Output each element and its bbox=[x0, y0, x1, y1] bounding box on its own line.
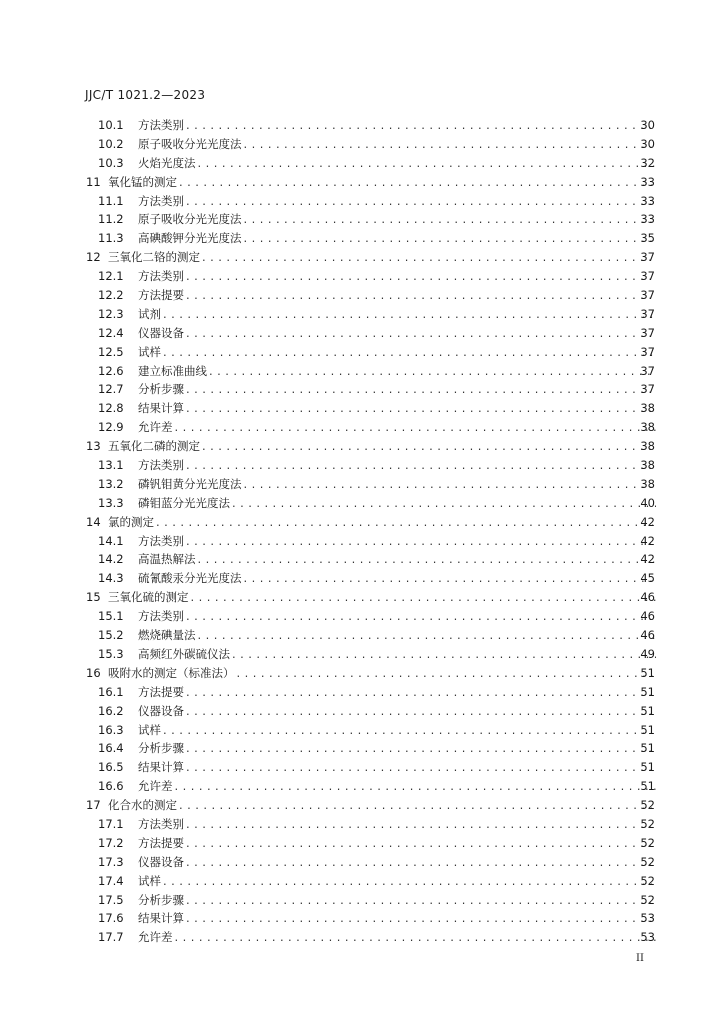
toc-dot-leader bbox=[198, 154, 657, 173]
toc-entry-page: 51 bbox=[640, 665, 655, 680]
toc-entry-page: 42 bbox=[640, 533, 655, 548]
toc-section-entry[interactable] bbox=[0, 626, 724, 645]
toc-entry-title: 高温热解法 bbox=[138, 552, 196, 567]
toc-entry-page: 37 bbox=[640, 269, 655, 284]
toc-entry-number: 16.1 bbox=[98, 684, 124, 699]
toc-entry-number: 17.2 bbox=[98, 835, 124, 850]
toc-section-entry[interactable] bbox=[0, 229, 724, 248]
toc-dot-leader bbox=[232, 645, 656, 664]
toc-entry-number: 17.3 bbox=[98, 854, 124, 869]
toc-entry-number: 12.4 bbox=[98, 325, 124, 340]
toc-entry-number: 16.2 bbox=[98, 703, 124, 718]
toc-entry-page: 51 bbox=[640, 760, 655, 775]
toc-entry-page: 45 bbox=[640, 571, 655, 586]
toc-dot-leader bbox=[191, 588, 657, 607]
toc-chapter-entry[interactable] bbox=[0, 664, 724, 683]
toc-entry-body bbox=[98, 569, 656, 588]
toc-entry-page: 51 bbox=[640, 703, 655, 718]
toc-entry-body bbox=[86, 513, 656, 532]
toc-entry-body bbox=[86, 437, 656, 456]
toc-entry-title: 允许差 bbox=[138, 779, 173, 794]
toc-entry-title: 允许差 bbox=[138, 930, 173, 945]
toc-dot-leader bbox=[232, 494, 656, 513]
toc-entry-title: 仪器设备 bbox=[138, 325, 184, 340]
toc-entry-page: 42 bbox=[640, 552, 655, 567]
toc-entry-page: 51 bbox=[640, 741, 655, 756]
toc-section-entry[interactable] bbox=[0, 324, 724, 343]
toc-entry-body bbox=[98, 758, 656, 777]
toc-entry-title: 结果计算 bbox=[138, 760, 184, 775]
toc-section-entry[interactable] bbox=[0, 853, 724, 872]
toc-entry-body bbox=[98, 267, 656, 286]
toc-entry-title: 结果计算 bbox=[138, 401, 184, 416]
toc-entry-page: 40 bbox=[640, 495, 655, 510]
toc-entry-number: 16 bbox=[86, 665, 101, 680]
toc-section-entry[interactable] bbox=[0, 418, 724, 437]
toc-dot-leader bbox=[186, 853, 656, 872]
toc-dot-leader bbox=[179, 173, 656, 192]
toc-entry-title: 试样 bbox=[138, 722, 161, 737]
toc-chapter-entry[interactable] bbox=[0, 796, 724, 815]
toc-entry-body bbox=[86, 664, 656, 683]
toc-entry-number: 13.3 bbox=[98, 495, 124, 510]
toc-section-entry[interactable] bbox=[0, 362, 724, 381]
toc-entry-number: 17 bbox=[86, 798, 101, 813]
toc-entry-title: 试样 bbox=[138, 344, 161, 359]
toc-section-entry[interactable] bbox=[0, 494, 724, 513]
toc-section-entry[interactable] bbox=[0, 721, 724, 740]
toc-entry-title: 磷钼蓝分光光度法 bbox=[138, 495, 230, 510]
toc-entry-number: 11.1 bbox=[98, 193, 124, 208]
toc-entry-page: 35 bbox=[640, 231, 655, 246]
toc-chapter-entry[interactable] bbox=[0, 513, 724, 532]
toc-entry-number: 14.1 bbox=[98, 533, 124, 548]
toc-dot-leader bbox=[186, 116, 656, 135]
toc-entry-body bbox=[98, 683, 656, 702]
toc-dot-leader bbox=[186, 380, 656, 399]
toc-entry-title: 分析步骤 bbox=[138, 892, 184, 907]
toc-entry-body bbox=[98, 399, 656, 418]
toc-entry-page: 38 bbox=[640, 401, 655, 416]
toc-entry-page: 52 bbox=[640, 854, 655, 869]
toc-entry-body bbox=[98, 532, 656, 551]
toc-entry-body bbox=[98, 645, 656, 664]
toc-entry-title: 三氧化二铬的测定 bbox=[108, 250, 200, 265]
toc-entry-number: 16.3 bbox=[98, 722, 124, 737]
toc-entry-title: 建立标准曲线 bbox=[138, 363, 207, 378]
toc-entry-page: 37 bbox=[640, 306, 655, 321]
toc-entry-page: 46 bbox=[640, 590, 655, 605]
toc-dot-leader bbox=[186, 834, 656, 853]
toc-entry-number: 15.3 bbox=[98, 646, 124, 661]
toc-entry-page: 37 bbox=[640, 382, 655, 397]
toc-entry-number: 11.3 bbox=[98, 231, 124, 246]
toc-section-entry[interactable] bbox=[0, 550, 724, 569]
toc-entry-number: 13.1 bbox=[98, 458, 124, 473]
toc-entry-number: 16.4 bbox=[98, 741, 124, 756]
toc-entry-body bbox=[98, 702, 656, 721]
toc-entry-body bbox=[98, 343, 656, 362]
toc-entry-body bbox=[98, 362, 656, 381]
toc-entry-number: 16.5 bbox=[98, 760, 124, 775]
toc-entry-body bbox=[98, 286, 656, 305]
toc-entry-body bbox=[98, 891, 656, 910]
toc-dot-leader bbox=[163, 721, 656, 740]
toc-entry-body bbox=[98, 475, 656, 494]
toc-entry-number: 10.1 bbox=[98, 118, 124, 132]
toc-dot-leader bbox=[244, 210, 657, 229]
toc-chapter-entry[interactable] bbox=[0, 248, 724, 267]
toc-dot-leader bbox=[186, 702, 656, 721]
toc-dot-leader bbox=[202, 248, 656, 267]
toc-dot-leader bbox=[186, 399, 656, 418]
footer-page-number: II bbox=[636, 953, 644, 964]
toc-entry-page: 49 bbox=[640, 646, 655, 661]
toc-entry-title: 方法类别 bbox=[138, 458, 184, 473]
toc-entry-body bbox=[98, 815, 656, 834]
toc-entry-title: 结果计算 bbox=[138, 911, 184, 926]
toc-entry-number: 12.5 bbox=[98, 344, 124, 359]
toc-section-entry[interactable] bbox=[0, 286, 724, 305]
toc-entry-title: 原子吸收分光光度法 bbox=[138, 212, 242, 227]
toc-entry-page: 51 bbox=[640, 779, 655, 794]
toc-entry-number: 17.5 bbox=[98, 892, 124, 907]
toc-entry-title: 方法类别 bbox=[138, 118, 184, 132]
toc-section-entry[interactable] bbox=[0, 399, 724, 418]
toc-entry-body bbox=[98, 607, 656, 626]
toc-entry-body bbox=[98, 380, 656, 399]
toc-entry-body bbox=[86, 173, 656, 192]
toc-entry-page: 38 bbox=[640, 439, 655, 454]
toc-section-entry[interactable] bbox=[0, 154, 724, 173]
toc-entry-title: 三氧化硫的测定 bbox=[108, 590, 189, 605]
toc-section-entry[interactable] bbox=[0, 702, 724, 721]
toc-section-entry[interactable] bbox=[0, 267, 724, 286]
toc-entry-body bbox=[98, 210, 656, 229]
toc-entry-number: 14.2 bbox=[98, 552, 124, 567]
toc-dot-leader bbox=[186, 286, 656, 305]
toc-entry-title: 试样 bbox=[138, 873, 161, 888]
toc-entry-body bbox=[98, 116, 656, 135]
toc-entry-page: 37 bbox=[640, 344, 655, 359]
toc-dot-leader bbox=[186, 909, 656, 928]
toc-section-entry[interactable] bbox=[0, 116, 724, 135]
toc-dot-leader bbox=[244, 229, 657, 248]
toc-entry-page: 30 bbox=[640, 118, 655, 132]
toc-entry-page: 37 bbox=[640, 250, 655, 265]
toc-entry-page: 37 bbox=[640, 363, 655, 378]
toc-entry-page: 33 bbox=[640, 212, 655, 227]
toc-entry-page: 51 bbox=[640, 722, 655, 737]
toc-section-entry[interactable] bbox=[0, 815, 724, 834]
toc-section-entry[interactable] bbox=[0, 532, 724, 551]
toc-entry-number: 17.7 bbox=[98, 930, 124, 945]
toc-entry-page: 51 bbox=[640, 684, 655, 699]
toc-entry-body bbox=[98, 739, 656, 758]
toc-entry-number: 11.2 bbox=[98, 212, 124, 227]
toc-entry-title: 原子吸收分光光度法 bbox=[138, 136, 242, 151]
toc-entry-number: 12.6 bbox=[98, 363, 124, 378]
toc-chapter-entry[interactable] bbox=[0, 588, 724, 607]
toc-entry-title: 分析步骤 bbox=[138, 741, 184, 756]
toc-dot-leader bbox=[179, 796, 656, 815]
toc-entry-body bbox=[98, 154, 656, 173]
toc-entry-title: 方法类别 bbox=[138, 193, 184, 208]
toc-entry-number: 12.9 bbox=[98, 420, 124, 435]
toc-entry-body bbox=[98, 305, 656, 324]
toc-entry-page: 33 bbox=[640, 193, 655, 208]
toc-entry-title: 方法提要 bbox=[138, 288, 184, 303]
toc-entry-title: 高碘酸钾分光光度法 bbox=[138, 231, 242, 246]
toc-entry-body bbox=[98, 324, 656, 343]
toc-section-entry[interactable] bbox=[0, 758, 724, 777]
toc-dot-leader bbox=[186, 267, 656, 286]
toc-section-entry[interactable] bbox=[0, 928, 724, 947]
toc-section-entry[interactable] bbox=[0, 891, 724, 910]
toc-entry-body bbox=[98, 192, 656, 211]
toc-entry-body bbox=[98, 872, 656, 891]
toc-section-entry[interactable] bbox=[0, 305, 724, 324]
toc-entry-body bbox=[98, 135, 656, 154]
toc-dot-leader bbox=[198, 550, 657, 569]
toc-entry-page: 33 bbox=[640, 174, 655, 189]
toc-dot-leader bbox=[175, 777, 657, 796]
toc-dot-leader bbox=[186, 891, 656, 910]
toc-dot-leader bbox=[244, 135, 657, 154]
toc-entry-number: 12.8 bbox=[98, 401, 124, 416]
toc-dot-leader bbox=[163, 343, 656, 362]
toc-entry-number: 12.7 bbox=[98, 382, 124, 397]
toc-dot-leader bbox=[156, 513, 656, 532]
toc-entry-title: 五氧化二磷的测定 bbox=[108, 439, 200, 454]
toc-entry-number: 13 bbox=[86, 439, 101, 454]
toc-entry-title: 分析步骤 bbox=[138, 382, 184, 397]
toc-entry-page: 52 bbox=[640, 892, 655, 907]
toc-dot-leader bbox=[186, 532, 656, 551]
toc-entry-body bbox=[86, 796, 656, 815]
toc-entry-number: 16.6 bbox=[98, 779, 124, 794]
table-of-contents bbox=[0, 116, 724, 947]
toc-section-entry[interactable] bbox=[0, 834, 724, 853]
toc-entry-title: 方法类别 bbox=[138, 533, 184, 548]
toc-entry-body bbox=[98, 456, 656, 475]
toc-section-entry[interactable] bbox=[0, 607, 724, 626]
toc-entry-body bbox=[98, 909, 656, 928]
toc-entry-title: 氧化锰的测定 bbox=[108, 174, 177, 189]
toc-entry-page: 52 bbox=[640, 873, 655, 888]
toc-entry-number: 15.1 bbox=[98, 609, 124, 624]
toc-dot-leader bbox=[198, 626, 657, 645]
toc-dot-leader bbox=[244, 569, 657, 588]
toc-entry-page: 37 bbox=[640, 325, 655, 340]
toc-section-entry[interactable] bbox=[0, 475, 724, 494]
toc-section-entry[interactable] bbox=[0, 683, 724, 702]
toc-entry-title: 允许差 bbox=[138, 420, 173, 435]
toc-dot-leader bbox=[186, 607, 656, 626]
toc-entry-title: 方法类别 bbox=[138, 269, 184, 284]
toc-entry-body bbox=[98, 777, 656, 796]
toc-entry-number: 12 bbox=[86, 250, 101, 265]
toc-dot-leader bbox=[237, 664, 657, 683]
toc-entry-title: 化合水的测定 bbox=[108, 798, 177, 813]
toc-chapter-entry[interactable] bbox=[0, 173, 724, 192]
toc-dot-leader bbox=[163, 872, 656, 891]
toc-entry-number: 12.2 bbox=[98, 288, 124, 303]
toc-entry-page: 52 bbox=[640, 816, 655, 831]
toc-section-entry[interactable] bbox=[0, 210, 724, 229]
toc-entry-number: 12.3 bbox=[98, 306, 124, 321]
toc-entry-page: 52 bbox=[640, 798, 655, 813]
toc-entry-title: 方法类别 bbox=[138, 816, 184, 831]
toc-entry-page: 53 bbox=[640, 930, 655, 945]
toc-chapter-entry[interactable] bbox=[0, 437, 724, 456]
toc-entry-title: 燃烧碘量法 bbox=[138, 628, 196, 643]
toc-dot-leader bbox=[186, 456, 656, 475]
document-code: JJC/T 1021.2—2023 bbox=[85, 88, 206, 102]
toc-section-entry[interactable] bbox=[0, 192, 724, 211]
toc-entry-body bbox=[98, 853, 656, 872]
toc-entry-body bbox=[86, 248, 656, 267]
toc-entry-number: 10.2 bbox=[98, 136, 124, 151]
toc-entry-body bbox=[98, 721, 656, 740]
toc-entry-body bbox=[98, 494, 656, 513]
toc-dot-leader bbox=[202, 437, 656, 456]
toc-section-entry[interactable] bbox=[0, 135, 724, 154]
toc-entry-number: 14.3 bbox=[98, 571, 124, 586]
toc-entry-number: 17.1 bbox=[98, 816, 124, 831]
toc-dot-leader bbox=[186, 192, 656, 211]
toc-entry-title: 吸附水的测定（标准法） bbox=[108, 665, 235, 680]
toc-entry-body bbox=[86, 588, 656, 607]
toc-entry-number: 15 bbox=[86, 590, 101, 605]
toc-section-entry[interactable] bbox=[0, 569, 724, 588]
toc-entry-title: 磷钒钼黄分光光度法 bbox=[138, 476, 242, 491]
toc-entry-title: 氯的测定 bbox=[108, 514, 154, 529]
toc-section-entry[interactable] bbox=[0, 380, 724, 399]
toc-dot-leader bbox=[175, 928, 657, 947]
toc-entry-title: 高频红外碳硫仪法 bbox=[138, 646, 230, 661]
toc-dot-leader bbox=[209, 362, 656, 381]
toc-entry-number: 17.6 bbox=[98, 911, 124, 926]
toc-entry-page: 37 bbox=[640, 288, 655, 303]
toc-entry-page: 30 bbox=[640, 136, 655, 151]
toc-entry-number: 17.4 bbox=[98, 873, 124, 888]
toc-entry-body bbox=[98, 418, 656, 437]
toc-entry-number: 14 bbox=[86, 514, 101, 529]
toc-entry-page: 53 bbox=[640, 911, 655, 926]
toc-dot-leader bbox=[186, 815, 656, 834]
toc-dot-leader bbox=[186, 739, 656, 758]
toc-entry-title: 试剂 bbox=[138, 306, 161, 321]
toc-entry-body bbox=[98, 626, 656, 645]
toc-dot-leader bbox=[186, 683, 656, 702]
toc-entry-page: 46 bbox=[640, 628, 655, 643]
toc-entry-title: 方法类别 bbox=[138, 609, 184, 624]
toc-entry-number: 10.3 bbox=[98, 155, 124, 170]
toc-entry-body bbox=[98, 834, 656, 853]
toc-section-entry[interactable] bbox=[0, 645, 724, 664]
toc-entry-body bbox=[98, 928, 656, 947]
toc-entry-page: 42 bbox=[640, 514, 655, 529]
toc-section-entry[interactable] bbox=[0, 909, 724, 928]
toc-entry-title: 仪器设备 bbox=[138, 854, 184, 869]
toc-entry-number: 15.2 bbox=[98, 628, 124, 643]
toc-entry-page: 38 bbox=[640, 420, 655, 435]
toc-entry-title: 方法提要 bbox=[138, 835, 184, 850]
toc-dot-leader bbox=[175, 418, 657, 437]
toc-entry-page: 32 bbox=[640, 155, 655, 170]
toc-dot-leader bbox=[186, 324, 656, 343]
toc-entry-title: 仪器设备 bbox=[138, 703, 184, 718]
toc-entry-number: 12.1 bbox=[98, 269, 124, 284]
toc-entry-title: 方法提要 bbox=[138, 684, 184, 699]
toc-entry-number: 13.2 bbox=[98, 476, 124, 491]
toc-entry-page: 52 bbox=[640, 835, 655, 850]
toc-entry-page: 38 bbox=[640, 476, 655, 491]
toc-section-entry[interactable] bbox=[0, 343, 724, 362]
toc-section-entry[interactable] bbox=[0, 777, 724, 796]
toc-entry-number: 11 bbox=[86, 174, 101, 189]
toc-dot-leader bbox=[244, 475, 657, 494]
toc-dot-leader bbox=[163, 305, 656, 324]
toc-entry-page: 46 bbox=[640, 609, 655, 624]
toc-section-entry[interactable] bbox=[0, 739, 724, 758]
toc-entry-title: 硫氰酸汞分光光度法 bbox=[138, 571, 242, 586]
toc-section-entry[interactable] bbox=[0, 456, 724, 475]
toc-dot-leader bbox=[186, 758, 656, 777]
toc-entry-body bbox=[98, 550, 656, 569]
toc-entry-title: 火焰光度法 bbox=[138, 155, 196, 170]
toc-entry-body bbox=[98, 229, 656, 248]
toc-entry-page: 38 bbox=[640, 458, 655, 473]
toc-section-entry[interactable] bbox=[0, 872, 724, 891]
